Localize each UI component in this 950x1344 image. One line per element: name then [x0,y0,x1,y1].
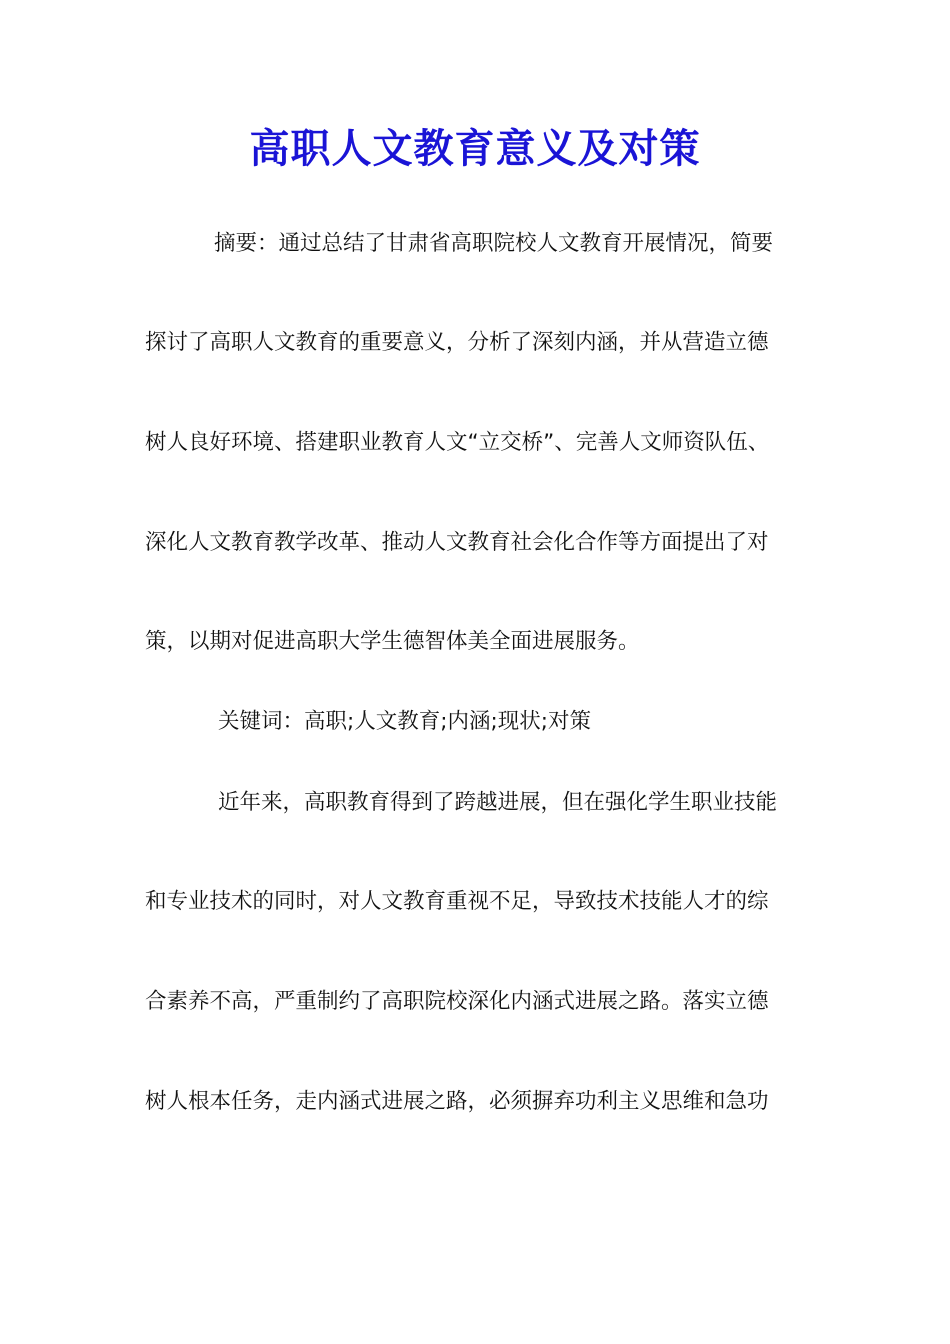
abstract-line-3: 树人良好环境、搭建职业教育人文“立交桥”、完善人文师资队伍、 [145,430,770,455]
body-line-4: 树人根本任务，走内涵式进展之路，必须摒弃功利主义思维和急功 [145,1089,769,1114]
document-title: 高职人文教育意义及对策 [249,125,701,172]
abstract-line-1: 摘要：通过总结了甘肃省高职院校人文教育开展情况，简要 [214,231,774,256]
keywords-line: 关键词：高职;人文教育;内涵;现状;对策 [218,709,591,734]
abstract-line-4: 深化人文教育教学改革、推动人文教育社会化合作等方面提出了对 [145,530,769,555]
abstract-line-5: 策，以期对促进高职大学生德智体美全面进展服务。 [145,629,640,654]
abstract-line-2: 探讨了高职人文教育的重要意义，分析了深刻内涵，并从营造立德 [145,330,769,355]
body-line-3: 合素养不高，严重制约了高职院校深化内涵式进展之路。落实立德 [145,989,769,1014]
body-line-1: 近年来，高职教育得到了跨越进展，但在强化学生职业技能 [218,790,778,815]
body-line-2: 和专业技术的同时，对人文教育重视不足，导致技术技能人才的综 [145,889,769,914]
